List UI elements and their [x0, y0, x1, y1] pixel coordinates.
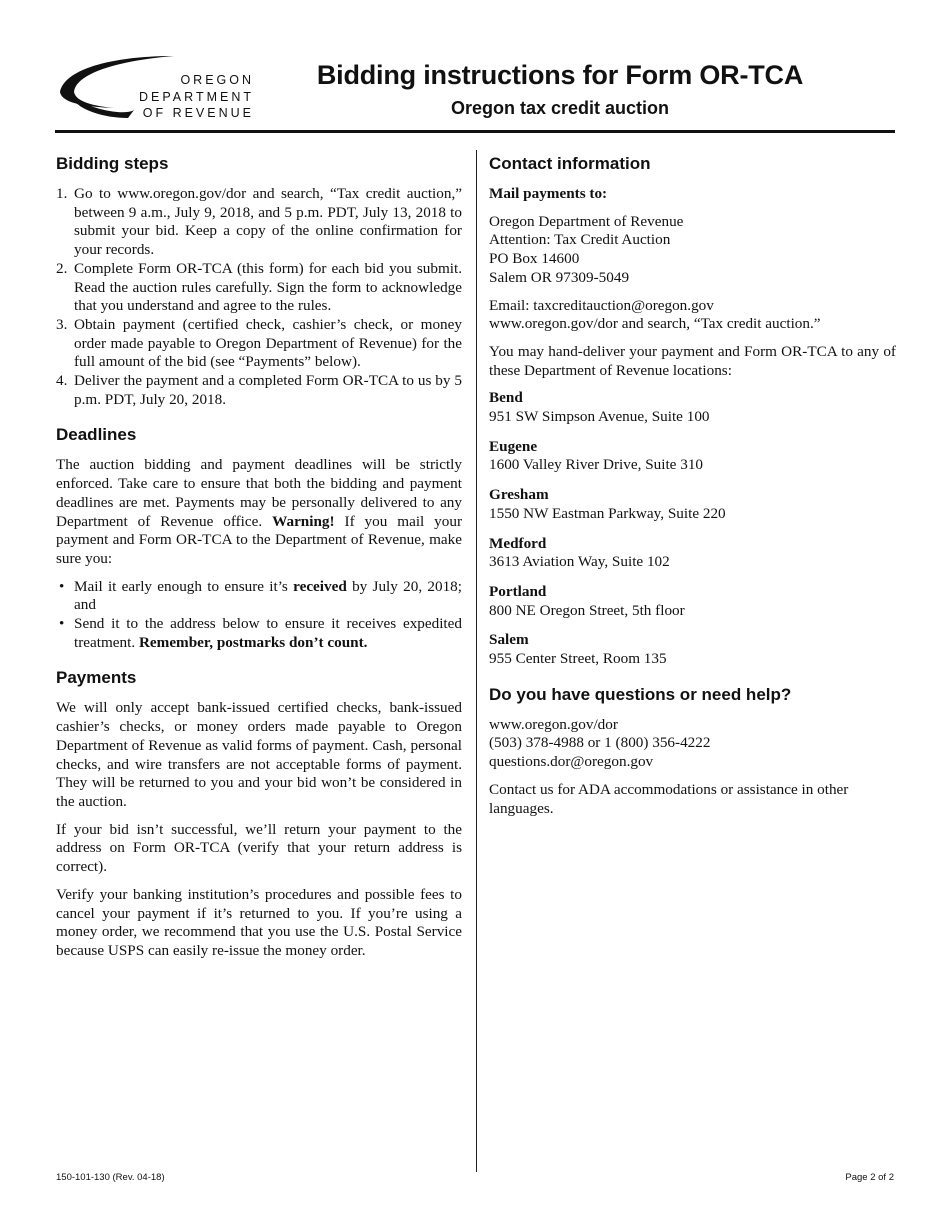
oregon-dor-logo [54, 52, 254, 124]
list-item [56, 260, 462, 316]
warning-label: Warning! [272, 512, 335, 530]
list-item [56, 372, 462, 409]
page-title: Bidding instructions for Form OR-TCA [316, 60, 804, 90]
step-text: Deliver the payment and a completed Form OR-TCA to us by 5 p.m. PDT, July 20, 2018. [74, 372, 462, 408]
location-city: Eugene [489, 437, 538, 455]
page-subtitle: Oregon tax credit auction [450, 98, 670, 118]
list-item [56, 615, 462, 652]
contact-heading: Contact information [489, 154, 651, 173]
bullet-text: by July 20, 2018; and [74, 577, 462, 614]
list-item [56, 316, 462, 372]
list-item [56, 185, 462, 260]
mailing-address [489, 213, 896, 288]
location-address: 955 Center Street, Room 135 [489, 650, 667, 668]
location-item [489, 631, 896, 668]
list-item [56, 578, 462, 615]
contact-section [489, 152, 896, 669]
address-line: PO Box 14600 [489, 250, 580, 268]
bullet-text: Send it to the address below to ensure it receives expedited treatment. [74, 615, 462, 651]
deadlines-text: The auction bidding and payment deadlines will be strictly enforced. Take care to ensure that both the bidding and payment deadlines are met. Payments may be personally delivered to any Department of Revenue office. [56, 456, 462, 530]
step-number: 2. [56, 259, 68, 277]
step-number: 1. [56, 185, 68, 202]
location-address: 1600 Valley River Drive, Suite 310 [489, 456, 704, 474]
contact-email: Email: taxcreditauction@oregon.gov [489, 296, 714, 314]
location-item [489, 486, 896, 523]
address-line: Salem OR 97309-5049 [489, 268, 630, 286]
help-heading: Do you have questions or need help? [489, 684, 792, 704]
contact-web: www.oregon.gov/dor and search, “Tax credit auction.” [489, 315, 821, 333]
location-city: Salem [489, 631, 529, 649]
location-address: 3613 Aviation Way, Suite 102 [489, 553, 670, 571]
form-number: 150-101-130 (Rev. 04-18) [56, 1172, 165, 1183]
header-divider [55, 130, 895, 133]
address-line: Oregon Department of Revenue [489, 212, 684, 230]
payments-section [56, 666, 462, 960]
step-text: Obtain payment (certified check, cashier’s check, or money order made payable to Oregon Department of Revenue) for the full amount of the bid (see “Payments” below). [74, 315, 462, 371]
column-divider [476, 150, 477, 1172]
bullet-text: Mail it early enough to ensure it’s [74, 577, 294, 595]
logo-line-2: DEPARTMENT [139, 89, 254, 104]
step-text: Complete Form OR-TCA (this form) for each bid you submit. Read the auction rules carefully. Sign the form to acknowledge that you understand and agree to the rules. [74, 259, 462, 315]
help-email: questions.dor@oregon.gov [489, 753, 654, 771]
right-column [489, 152, 896, 832]
bullet-emphasis: received [293, 577, 347, 595]
help-web: www.oregon.gov/dor [489, 715, 618, 733]
location-address: 951 SW Simpson Avenue, Suite 100 [489, 408, 710, 426]
deadlines-bullet-list [56, 578, 462, 653]
bidding-steps-section [56, 152, 462, 409]
location-city: Medford [489, 534, 547, 552]
deadlines-heading: Deadlines [56, 425, 137, 445]
address-line: Attention: Tax Credit Auction [489, 231, 671, 249]
location-city: Gresham [489, 486, 549, 504]
location-city: Bend [489, 389, 523, 407]
location-item [489, 583, 896, 620]
logo-line-1: OREGON [180, 73, 254, 87]
location-item [489, 438, 896, 475]
payments-paragraph-2: If your bid isn’t successful, we’ll return your payment to the address on Form OR-TCA (verify that your return address is correct). [56, 820, 462, 876]
bidding-steps-list [56, 185, 462, 409]
location-address: 800 NE Oregon Street, 5th floor [489, 601, 685, 619]
mail-payments-label: Mail payments to: [489, 185, 608, 202]
logo-line-3: OF REVENUE [142, 106, 254, 120]
left-column [56, 152, 462, 975]
bullet-emphasis: Remember, postmarks don’t count. [138, 633, 368, 651]
location-item [489, 389, 896, 426]
bullet-icon: • [59, 577, 65, 595]
deadlines-text-continued: If you mail your payment and Form OR-TCA to the Department of Revenue, make sure you: [56, 512, 463, 567]
location-city: Portland [489, 582, 547, 600]
step-text: Go to www.oregon.gov/dor and search, “Tax credit auction,” between 9 a.m., July 9, 2018, and 5 p.m. PDT, July 13, 2018 to submit your bid. Keep a copy of the online confirmation for your records. [74, 185, 462, 259]
payments-heading: Payments [56, 668, 137, 688]
deadlines-paragraph [56, 456, 462, 568]
help-contacts [489, 716, 896, 772]
bidding-steps-heading: Bidding steps [56, 154, 169, 173]
location-address: 1550 NW Eastman Parkway, Suite 220 [489, 504, 726, 522]
contact-online [489, 297, 896, 334]
page-number: Page 2 of 2 [845, 1172, 894, 1183]
payments-paragraph-1: We will only accept bank-issued certified checks, bank-issued cashier’s checks, or money orders made payable to Oregon Department of Revenue as valid forms of payment. Cash, personal checks, and wire transfers are not acceptable forms of payment. They will be returned to you and your bid won’t be considered in the auction. [56, 699, 462, 810]
hand-deliver-paragraph: You may hand-deliver your payment and Form OR-TCA to any of these Department of Revenue locations: [489, 342, 896, 379]
bullet-icon: • [59, 615, 65, 633]
payments-paragraph-3: Verify your banking institution’s procedures and possible fees to cancel your payment if it’s returned to you. If you’re using a money order, we recommend that you use the U.S. Postal Service because USPS can easily re-issue the money order. [56, 885, 462, 959]
step-number: 3. [56, 315, 68, 333]
location-item [489, 535, 896, 572]
ada-paragraph: Contact us for ADA accommodations or assistance in other languages. [489, 780, 849, 817]
help-section [489, 683, 896, 819]
deadlines-section [56, 423, 462, 652]
step-number: 4. [56, 372, 68, 390]
help-phone: (503) 378-4988 or 1 (800) 356-4222 [489, 734, 711, 752]
